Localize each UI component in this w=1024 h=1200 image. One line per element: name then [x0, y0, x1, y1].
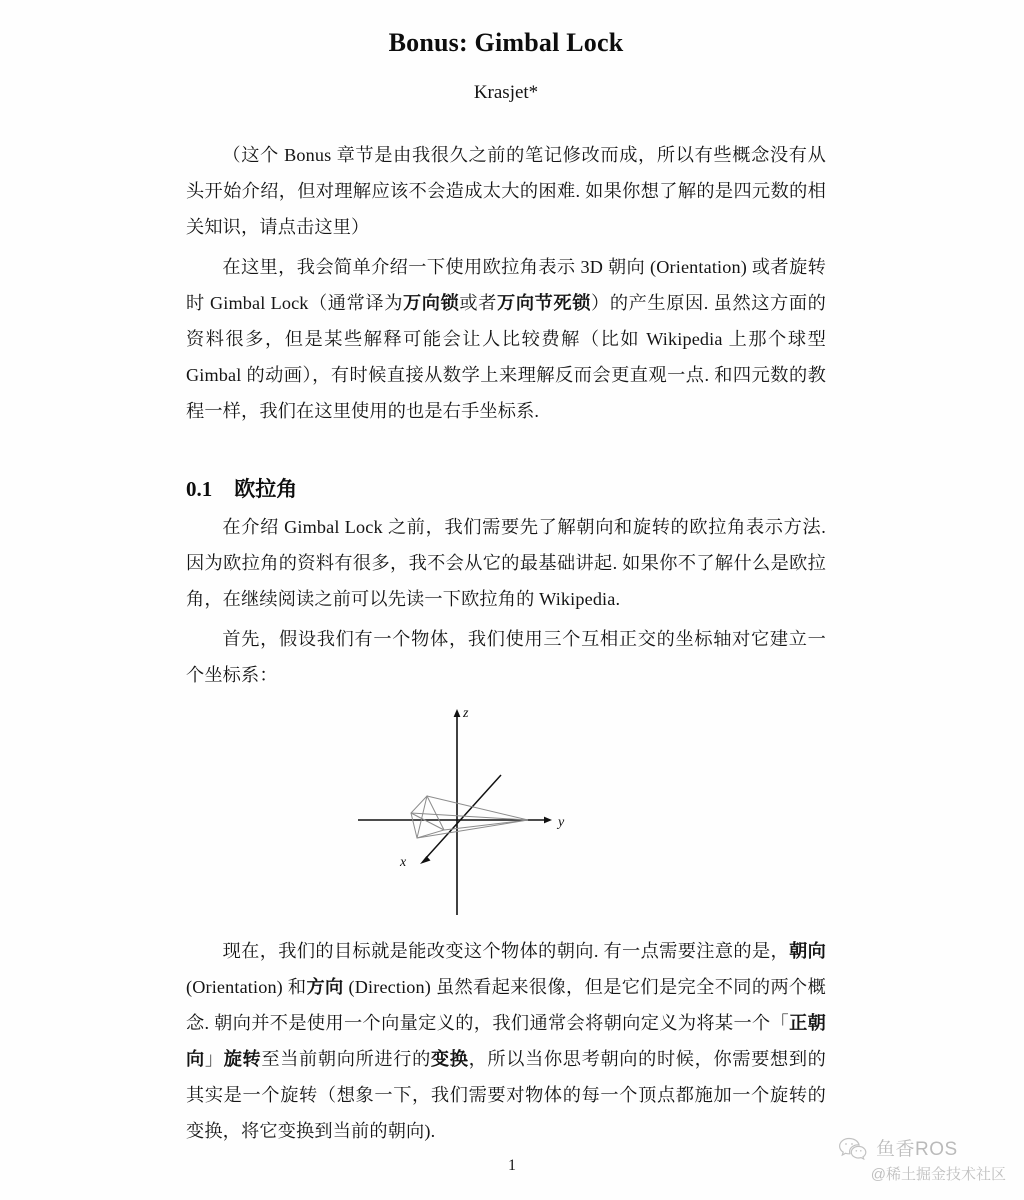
wechat-icon [838, 1136, 868, 1160]
overview-text-e: ）的产生原因. 虽然这方面的资料很多，但是某些解释可能会让人比较费解（比如 Wikipedia 上那个球型 Gimbal 的动画），有时候直接从数学上来理解反而会更直观一点. 和四元数的教程一样，我们在这里使用的也是右手坐标系. [186, 293, 826, 421]
object-wireframe [411, 796, 528, 838]
author-line: Krasjet* [473, 82, 539, 103]
x-axis-arrowhead [420, 856, 431, 864]
term-reference-orientation: 正朝向 [186, 1013, 826, 1069]
object-base [411, 796, 444, 838]
intro-paragraph [186, 137, 826, 245]
section-paragraph-1-text: 在介绍 Gimbal Lock 之前，我们需要先了解朝向和旋转的欧拉角表示方法. 因为欧拉角的资料有很多，我不会从它的最基础讲起. 如果你不了解什么是欧拉角，在继续阅读之前可以先读一下欧拉角的 Wikipedia. [186, 517, 826, 609]
term-rotation-cn: 旋转 [223, 1049, 262, 1069]
orientation-text-a: 现在，我们的目标就是能改变这个物体的朝向. 有一点需要注意的是， [222, 941, 790, 961]
orientation-text-k: ，所以当你思考朝向的时候，你需要想到的其实是一个旋转（想象一下，我们需要对物体的每一个顶点都施加一个旋转的变换，将它变换到当前的朝向). [186, 1049, 826, 1141]
section-paragraph-1 [186, 509, 826, 617]
watermark-handle: @稀土掘金技术社区 [870, 1166, 1006, 1183]
watermark-brand: 鱼香ROS [876, 1139, 958, 1160]
orientation-text-g: 」 [204, 1049, 224, 1069]
document-content [186, 0, 826, 1149]
section-paragraph-2-text: 首先，假设我们有一个物体，我们使用三个互相正交的坐标轴对它建立一个坐标系： [186, 629, 826, 685]
y-axis-arrowhead [544, 817, 552, 824]
watermark-brand-row [814, 1134, 1010, 1161]
overview-paragraph [186, 249, 826, 429]
orientation-text-e: (Direction) 虽然看起来很像，但是它们是完全不同的两个概念. 朝向并不是使用一个向量定义的，我们通常会将朝向定义为将某一个「 [186, 977, 826, 1033]
section-title: 欧拉角 [234, 477, 298, 501]
object-edge-6 [411, 813, 444, 830]
z-axis-arrowhead [454, 709, 461, 717]
object-edge-1 [427, 796, 528, 820]
figure-svg [356, 703, 656, 928]
orientation-paragraph [186, 933, 826, 1149]
orientation-text-i: 至当前朝向所进行的 [261, 1049, 431, 1069]
term-transform-cn: 变换 [430, 1049, 469, 1069]
term-orientation-cn: 朝向 [789, 941, 826, 961]
term-gimbal-lock-cn2: 万向节死锁 [497, 293, 592, 313]
overview-text-c: 或者 [459, 293, 498, 313]
section-paragraph-2 [186, 621, 826, 693]
z-axis-label: z [463, 706, 469, 721]
section-number: 0.1 [186, 477, 213, 501]
term-gimbal-lock-cn1: 万向锁 [403, 293, 460, 313]
page-title: Bonus: Gimbal Lock [388, 28, 624, 57]
y-axis-label: y [558, 815, 565, 830]
watermark [814, 1134, 1010, 1184]
section-heading [186, 473, 826, 503]
page-number: 1 [508, 1157, 516, 1174]
overview-text-a: 在这里，我会简单介绍一下使用欧拉角表示 3D 朝向 (Orientation) 或者旋转时 Gimbal Lock（通常译为 [186, 257, 826, 313]
x-axis-label: x [400, 855, 407, 870]
intro-paragraph-text: （这个 Bonus 章节是由我很久之前的笔记修改而成，所以有些概念没有从头开始介绍，但对理解应该不会造成太大的困难. 如果你想了解的是四元数的相关知识，请点击这里） [186, 145, 826, 237]
object-edge-3 [417, 820, 528, 838]
object-edge-2 [411, 813, 528, 820]
term-direction-cn: 方向 [306, 977, 344, 997]
orientation-text-c: (Orientation) 和 [186, 977, 307, 997]
coordinate-system-figure [186, 703, 826, 933]
